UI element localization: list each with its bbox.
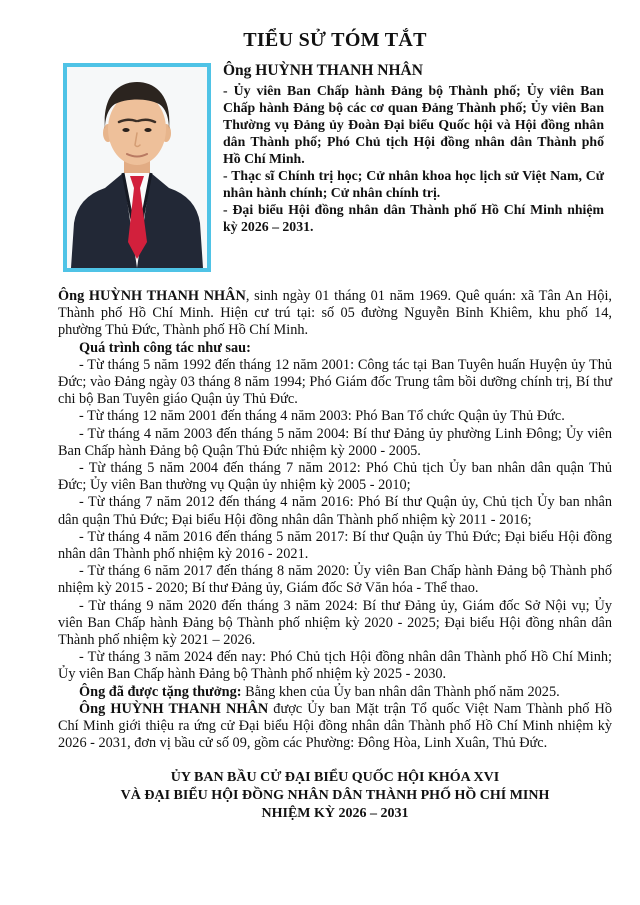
intro-paragraph xyxy=(58,288,612,340)
footer-line-3: NHIỆM KỲ 2026 – 2031 xyxy=(261,806,409,822)
intro-name-bold: Ông HUỲNH THANH NHÂN xyxy=(58,288,246,304)
career-item-2016: - Từ tháng 4 năm 2016 đến tháng 5 năm 2017: Bí thư Quận ủy Thủ Đức; Đại biểu Hội đồng nhân dân Thành phố nhiệm kỳ 2016 - 2021. xyxy=(58,528,612,563)
career-item-2024: - Từ tháng 3 năm 2024 đến nay: Phó Chủ tịch Hội đồng nhân dân Thành phố Hồ Chí Minh; Ủy viên Ban Chấp hành Đảng bộ Thành phố nhiệm kỳ 2025 - 2030. xyxy=(58,649,612,683)
nomination-paragraph xyxy=(58,701,612,753)
award-text: Bằng khen của Ủy ban nhân dân Thành phố năm 2025. xyxy=(241,683,560,700)
award-label-bold: Ông đã được tặng thưởng: xyxy=(79,683,242,700)
header-section xyxy=(58,61,612,272)
document-content xyxy=(58,28,612,823)
career-item-2001: - Từ tháng 12 năm 2001 đến tháng 4 năm 2003: Phó Ban Tổ chức Quận ủy Thủ Đức. xyxy=(79,408,565,425)
career-item-2004: - Từ tháng 5 năm 2004 đến tháng 7 năm 2012: Phó Chủ tịch Ủy ban nhân dân quận Thủ Đức; Ủy viên Ban thường vụ Quận ủy nhiệm kỳ 2005 - 2010; xyxy=(58,460,612,494)
header-bullet-delegate: - Đại biểu Hội đồng nhân dân Thành phố Hồ Chí Minh nhiệm kỳ 2026 – 2031. xyxy=(223,202,604,234)
career-item-2003: - Từ tháng 4 năm 2003 đến tháng 5 năm 2004: Bí thư Đảng ủy phường Linh Đông; Ủy viên Ban Chấp hành Đảng bộ Quận Thủ Đức nhiệm kỳ 2000 - 2005. xyxy=(58,425,612,459)
career-item-2012: - Từ tháng 7 năm 2012 đến tháng 4 năm 2016: Phó Bí thư Quận ủy, Chủ tịch Ủy ban nhân dân quận Thủ Đức; Đại biểu Hội đồng nhân dân Thành phố nhiệm kỳ 2011 - 2016; xyxy=(58,494,612,528)
footer-election-committee xyxy=(58,769,612,823)
candidate-name: Ông HUỲNH THANH NHÂN xyxy=(223,62,423,79)
career-item-2020: - Từ tháng 9 năm 2020 đến tháng 3 năm 2024: Bí thư Đảng ủy, Giám đốc Sở Nội vụ; Ủy viên Ban Chấp hành Đảng bộ Thành phố nhiệm kỳ 2020 - 2025; Đại biểu Hội đồng nhân dân Thành phố nhiệm kỳ 2021 – 2026. xyxy=(58,597,612,649)
page-title: TIỂU SỬ TÓM TẮT xyxy=(243,29,427,51)
portrait-illustration-icon xyxy=(67,67,207,268)
header-summary xyxy=(223,61,604,235)
footer-line-1: ỦY BAN BẦU CỬ ĐẠI BIỂU QUỐC HỘI KHÓA XVI xyxy=(170,770,500,786)
header-bullet-education: - Thạc sĩ Chính trị học; Cử nhân khoa học lịch sử Việt Nam, Cử nhân hành chính; Cử nhân chính trị. xyxy=(223,168,604,200)
intro-text: , sinh ngày 01 tháng 01 năm 1969. Quê quán: xã Tân An Hội, Thành phố Hồ Chí Minh. Hiện cư trú tại: số 05 đường Nguyễn Bỉnh Khiêm, khu phố 14, phường Thủ Đức, Thành phố Hồ Chí Minh. xyxy=(58,288,613,339)
portrait-photo xyxy=(63,63,211,272)
header-bullet-positions: - Ủy viên Ban Chấp hành Đảng bộ Thành phố; Ủy viên Ban Chấp hành Đảng bộ các cơ quan Đảng Thành phố; Ủy viên Ban Thường vụ Đảng ủy Đoàn Đại biểu Quốc hội và Hội đồng nhân dân Thành phố; Phó Chủ tịch Hội đồng nhân dân Thành phố Hồ Chí Minh. xyxy=(223,83,604,166)
nomination-text: được Ủy ban Mặt trận Tổ quốc Việt Nam Thành phố Hồ Chí Minh giới thiệu ra ứng cử Đại biểu Hội đồng nhân dân Thành phố Hồ Chí Minh nhiệm kỳ 2026 - 2031, đơn vị bầu cử số 09, gồm các Phường: Đông Hòa, Linh Xuân, Thủ Đức. xyxy=(58,700,612,752)
career-heading: Quá trình công tác như sau: xyxy=(79,339,251,356)
biography-body xyxy=(58,288,612,752)
career-item-2017: - Từ tháng 6 năm 2017 đến tháng 8 năm 2020: Ủy viên Ban Chấp hành Đảng bộ Thành phố nhiệm kỳ 2015 - 2020; Bí thư Đảng ủy, Giám đốc Sở Văn hóa - Thể thao. xyxy=(58,563,612,597)
award-paragraph xyxy=(58,684,612,701)
footer-line-2: VÀ ĐẠI BIỂU HỘI ĐỒNG NHÂN DÂN THÀNH PHỐ HỒ CHÍ MINH xyxy=(120,788,550,804)
career-item-1992: - Từ tháng 5 năm 1992 đến tháng 12 năm 2001: Công tác tại Ban Tuyên huấn Huyện ủy Thủ Đức; vào Đảng ngày 03 tháng 8 năm 1994; Phó Giám đốc Trung tâm bồi dưỡng chính trị, Bí thư chi bộ Ban Tuyên giáo Quận ủy Thủ Đức. xyxy=(58,356,612,408)
nomination-name-bold: Ông HUỲNH THANH NHÂN xyxy=(79,700,269,717)
